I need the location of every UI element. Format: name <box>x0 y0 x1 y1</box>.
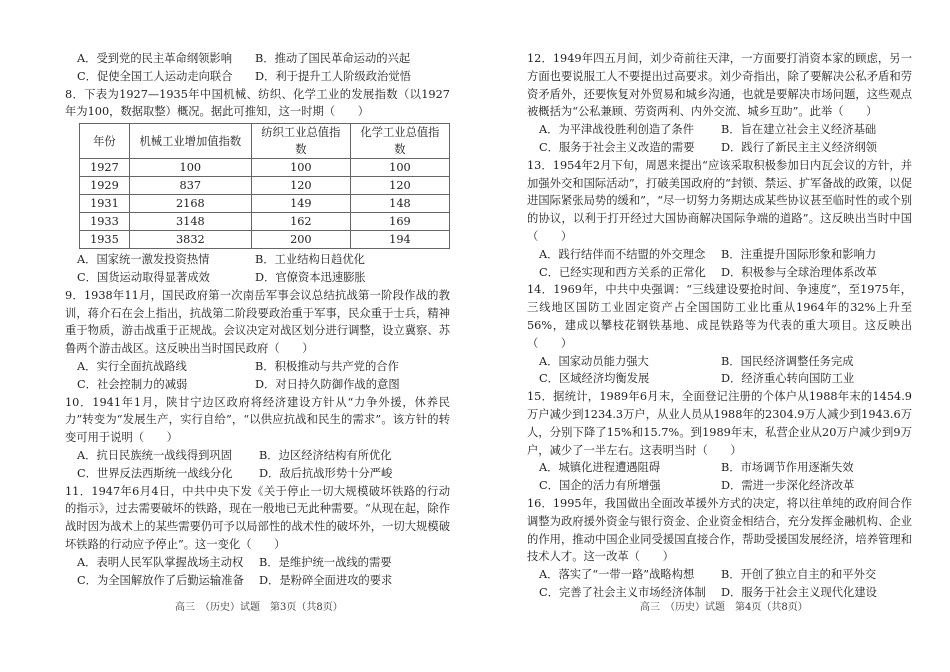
option-b: B．工业结构日趋优化 <box>255 253 365 267</box>
option-a: A．国家动员能力强大 <box>539 354 649 368</box>
q9-options-row <box>65 358 450 376</box>
table-cell: 169 <box>350 213 449 231</box>
table-row <box>80 231 450 249</box>
option-d: D．践行了新民主主义经济纲领 <box>721 140 877 154</box>
q7-options-row <box>65 68 450 86</box>
table-header: 纺织工业总值指数 <box>251 124 350 159</box>
table-cell: 100 <box>350 159 449 177</box>
page-3-footer: 高三 （历史）试题 第3页（共8页） <box>175 602 343 613</box>
option-c: C．已经实现和西方关系的正常化 <box>539 265 706 279</box>
q13-options-row <box>527 246 912 264</box>
table-header: 年份 <box>80 124 130 159</box>
option-a: A．表明人民军队掌握战场主动权 <box>77 555 244 569</box>
page-3-column <box>65 50 450 589</box>
option-a: A．落实了“一带一路”战略构想 <box>539 568 695 582</box>
option-c: C．为全国解放作了后勤运输准备 <box>77 573 244 587</box>
table-cell: 2168 <box>129 195 251 213</box>
option-a: A．实行全面抗战路线 <box>77 359 187 373</box>
option-c: C．社会控制力的减弱 <box>77 377 188 391</box>
option-c: C．服务于社会主义改造的需要 <box>539 140 695 154</box>
table-cell: 100 <box>251 159 350 177</box>
q12-stem: 12．1949年四五月间，刘少奇前往天津，一方面要打消资本家的顾虑，另一方面也要说服工人不要提出过高要求。刘少奇指出，除了要解决公私矛盾和劳资矛盾外，还要恢复对外贸易和城乡沟通，也就是要解决市场问题，这些观点被概括为“公私兼顾、劳资两利、内外交流、城乡互助”。此举（ ） <box>527 52 912 119</box>
q8-options-row <box>65 269 450 287</box>
table-cell: 194 <box>350 231 449 249</box>
table-cell: 162 <box>251 213 350 231</box>
table-row <box>80 177 450 195</box>
table-cell: 1931 <box>80 195 130 213</box>
q12-options-row <box>527 139 912 157</box>
option-c: C．区域经济均衡发展 <box>539 372 650 386</box>
option-a: A．为平津战役胜利创造了条件 <box>539 123 695 137</box>
table-cell: 200 <box>251 231 350 249</box>
table-cell: 1933 <box>80 213 130 231</box>
option-b: B．旨在建立社会主义经济基础 <box>721 123 877 137</box>
q10-stem: 10．1941年1月，陕甘宁边区政府将经济建设方针从“力争外援，休养民力”转变为“发展生产，实行自给”，“以供应抗战和民生的需求”。该方针的转变可用于说明（ ） <box>65 395 450 445</box>
table-cell: 120 <box>350 177 449 195</box>
table-row <box>80 195 450 213</box>
option-d: D．经济重心转向国防工业 <box>721 372 855 386</box>
option-d: D．是粉碎全面进攻的要求 <box>259 573 393 587</box>
q10-options-row <box>65 447 450 465</box>
table-cell: 100 <box>129 159 251 177</box>
q12-options-row <box>527 121 912 139</box>
option-d: D．官僚资本迅速膨胀 <box>255 270 366 284</box>
q8-stem: 8．下表为1927—1935年中国机械、纺织、化学工业的发展指数（以1927年为100，数据取整）概况。据此可推知，这一时期（ ） <box>65 87 450 119</box>
option-b: B．国民经济调整任务完成 <box>721 354 854 368</box>
q11-stem: 11．1947年6月4日，中共中央下发《关于停止一切大规模破坏铁路的行动的指示》，过去需要破坏的铁路，现在一般地已无此种需要。“从现在起，除作战时因为战术上的某些需要仍可予以局部性的战术性的破坏外，一切大规模破坏铁路的行动应予停止”。这一变化（ ） <box>65 484 450 551</box>
option-a: A．践行结伴而不结盟的外交理念 <box>539 247 706 261</box>
q8-table <box>79 123 450 249</box>
table-cell: 120 <box>251 177 350 195</box>
option-c: C．国企的活力有所增强 <box>539 479 661 493</box>
q13-stem: 13．1954年2月下旬，周恩来提出“应该采取积极参加日内瓦会议的方针，并加强外交和国际活动”，打破美国政府的“封锁、禁运、扩军备战的政策，以促进国际紧张局势的缓和”，“尽一切努力务期达成某些协议甚至临时性的或个别的协议，以利于打开经过大国协商解决国际争端的道路”。这反映出当时中国（ ） <box>527 158 912 243</box>
q7-options-row <box>65 50 450 68</box>
option-c: C．国货运动取得显著成效 <box>77 270 210 284</box>
q16-stem: 16．1995年，我国做出全面改革援外方式的决定，将以往单纯的政府间合作调整为政府援外资金与银行资金、企业资金相结合，充分发挥金融机构、企业的作用，推动中国企业同受援国直接合作，帮助受援国发展经济，培养管理和技术人才。这一改革（ ） <box>527 496 912 564</box>
q9-stem: 9．1938年11月，国民政府第一次南岳军事会议总结抗战第一阶段作战的教训，蒋介石在会上指出，抗战第二阶段要政治重于军事，民众重于士兵，精神重于物质，游击战重于正规战。会议决定对战区划分进行调整，设立冀察、苏鲁两个游击战区。这反映出当时国民政府（ ） <box>65 288 450 356</box>
q15-options-row <box>527 477 912 495</box>
q11-options-row <box>65 572 450 590</box>
table-cell: 837 <box>129 177 251 195</box>
option-d: D．对日持久防御作战的意图 <box>255 377 400 391</box>
q13-options-row <box>527 264 912 282</box>
q14-stem: 14．1969年，中共中央强调：“三线建设要抢时间、争速度”，至1975年，三线地区国防工业固定资产占全国国防工业比重从1964年的32%上升至56%，建成以攀枝花钢铁基地、成昆铁路等为代表的重大项目。这反映出（ ） <box>527 283 912 350</box>
q16-options-row <box>527 584 912 602</box>
table-cell: 3832 <box>129 231 251 249</box>
q11-options-row <box>65 554 450 572</box>
table-cell: 148 <box>350 195 449 213</box>
option-d: D．利于提升工人阶级政治觉悟 <box>255 69 411 83</box>
option-a: A．抗日民族统一战线得到巩固 <box>77 448 233 462</box>
table-row <box>80 159 450 177</box>
option-b: B．积极推动与共产党的合作 <box>255 359 399 373</box>
table-header: 机械工业增加值指数 <box>129 124 251 159</box>
option-d: D．服务于社会主义现代化建设 <box>721 585 877 599</box>
option-d: D．积极参与全球治理体系改革 <box>721 265 877 279</box>
q14-options-row <box>527 370 912 388</box>
option-c: C．促使全国工人运动走向联合 <box>77 69 233 83</box>
option-a: A．城镇化进程遭遇阻碍 <box>539 461 661 475</box>
option-c: C．完善了社会主义市场经济体制 <box>539 585 706 599</box>
table-cell: 3148 <box>129 213 251 231</box>
option-c: C．世界反法西斯统一战线分化 <box>77 466 233 480</box>
q15-options-row <box>527 459 912 477</box>
option-b: B．是维护统一战线的需要 <box>259 555 392 569</box>
option-b: B．推动了国民革命运动的兴起 <box>255 52 411 65</box>
option-b: B．市场调节作用逐渐失效 <box>721 461 854 475</box>
table-cell: 149 <box>251 195 350 213</box>
option-b: B．注重提升国际形象和影响力 <box>721 247 877 261</box>
option-a: A．受到党的民主革命纲领影响 <box>77 52 233 65</box>
q10-options-row <box>65 465 450 483</box>
option-a: A．国家统一激发投资热情 <box>77 253 210 267</box>
option-b: B．开创了独立自主的和平外交 <box>721 568 877 582</box>
table-cell: 1927 <box>80 159 130 177</box>
option-d: D．敌后抗战形势十分严峻 <box>259 466 393 480</box>
q8-options-row <box>65 251 450 269</box>
page-4-column <box>527 50 912 602</box>
table-header: 化学工业总值指数 <box>350 124 449 159</box>
q15-stem: 15．据统计，1989年6月末，全面登记注册的个体户从1988年末的1454.9万户减少到1234.3万户，从业人员从1988年的2304.9万人减少到1943.6万人，分别下降了15%和15.7%。到1989年末，私营企业从20万户减少到9万户，减少了一半左右。这表明当时（ ） <box>527 390 912 457</box>
q16-options-row <box>527 566 912 584</box>
table-row <box>80 213 450 231</box>
q14-options-row <box>527 353 912 371</box>
page-4-footer: 高三 （历史）试题 第4页（共8页） <box>640 602 808 613</box>
option-b: B．边区经济结构有所优化 <box>259 448 392 462</box>
option-d: D．需进一步深化经济改革 <box>721 479 855 493</box>
table-cell: 1929 <box>80 177 130 195</box>
q9-options-row <box>65 376 450 394</box>
table-cell: 1935 <box>80 231 130 249</box>
